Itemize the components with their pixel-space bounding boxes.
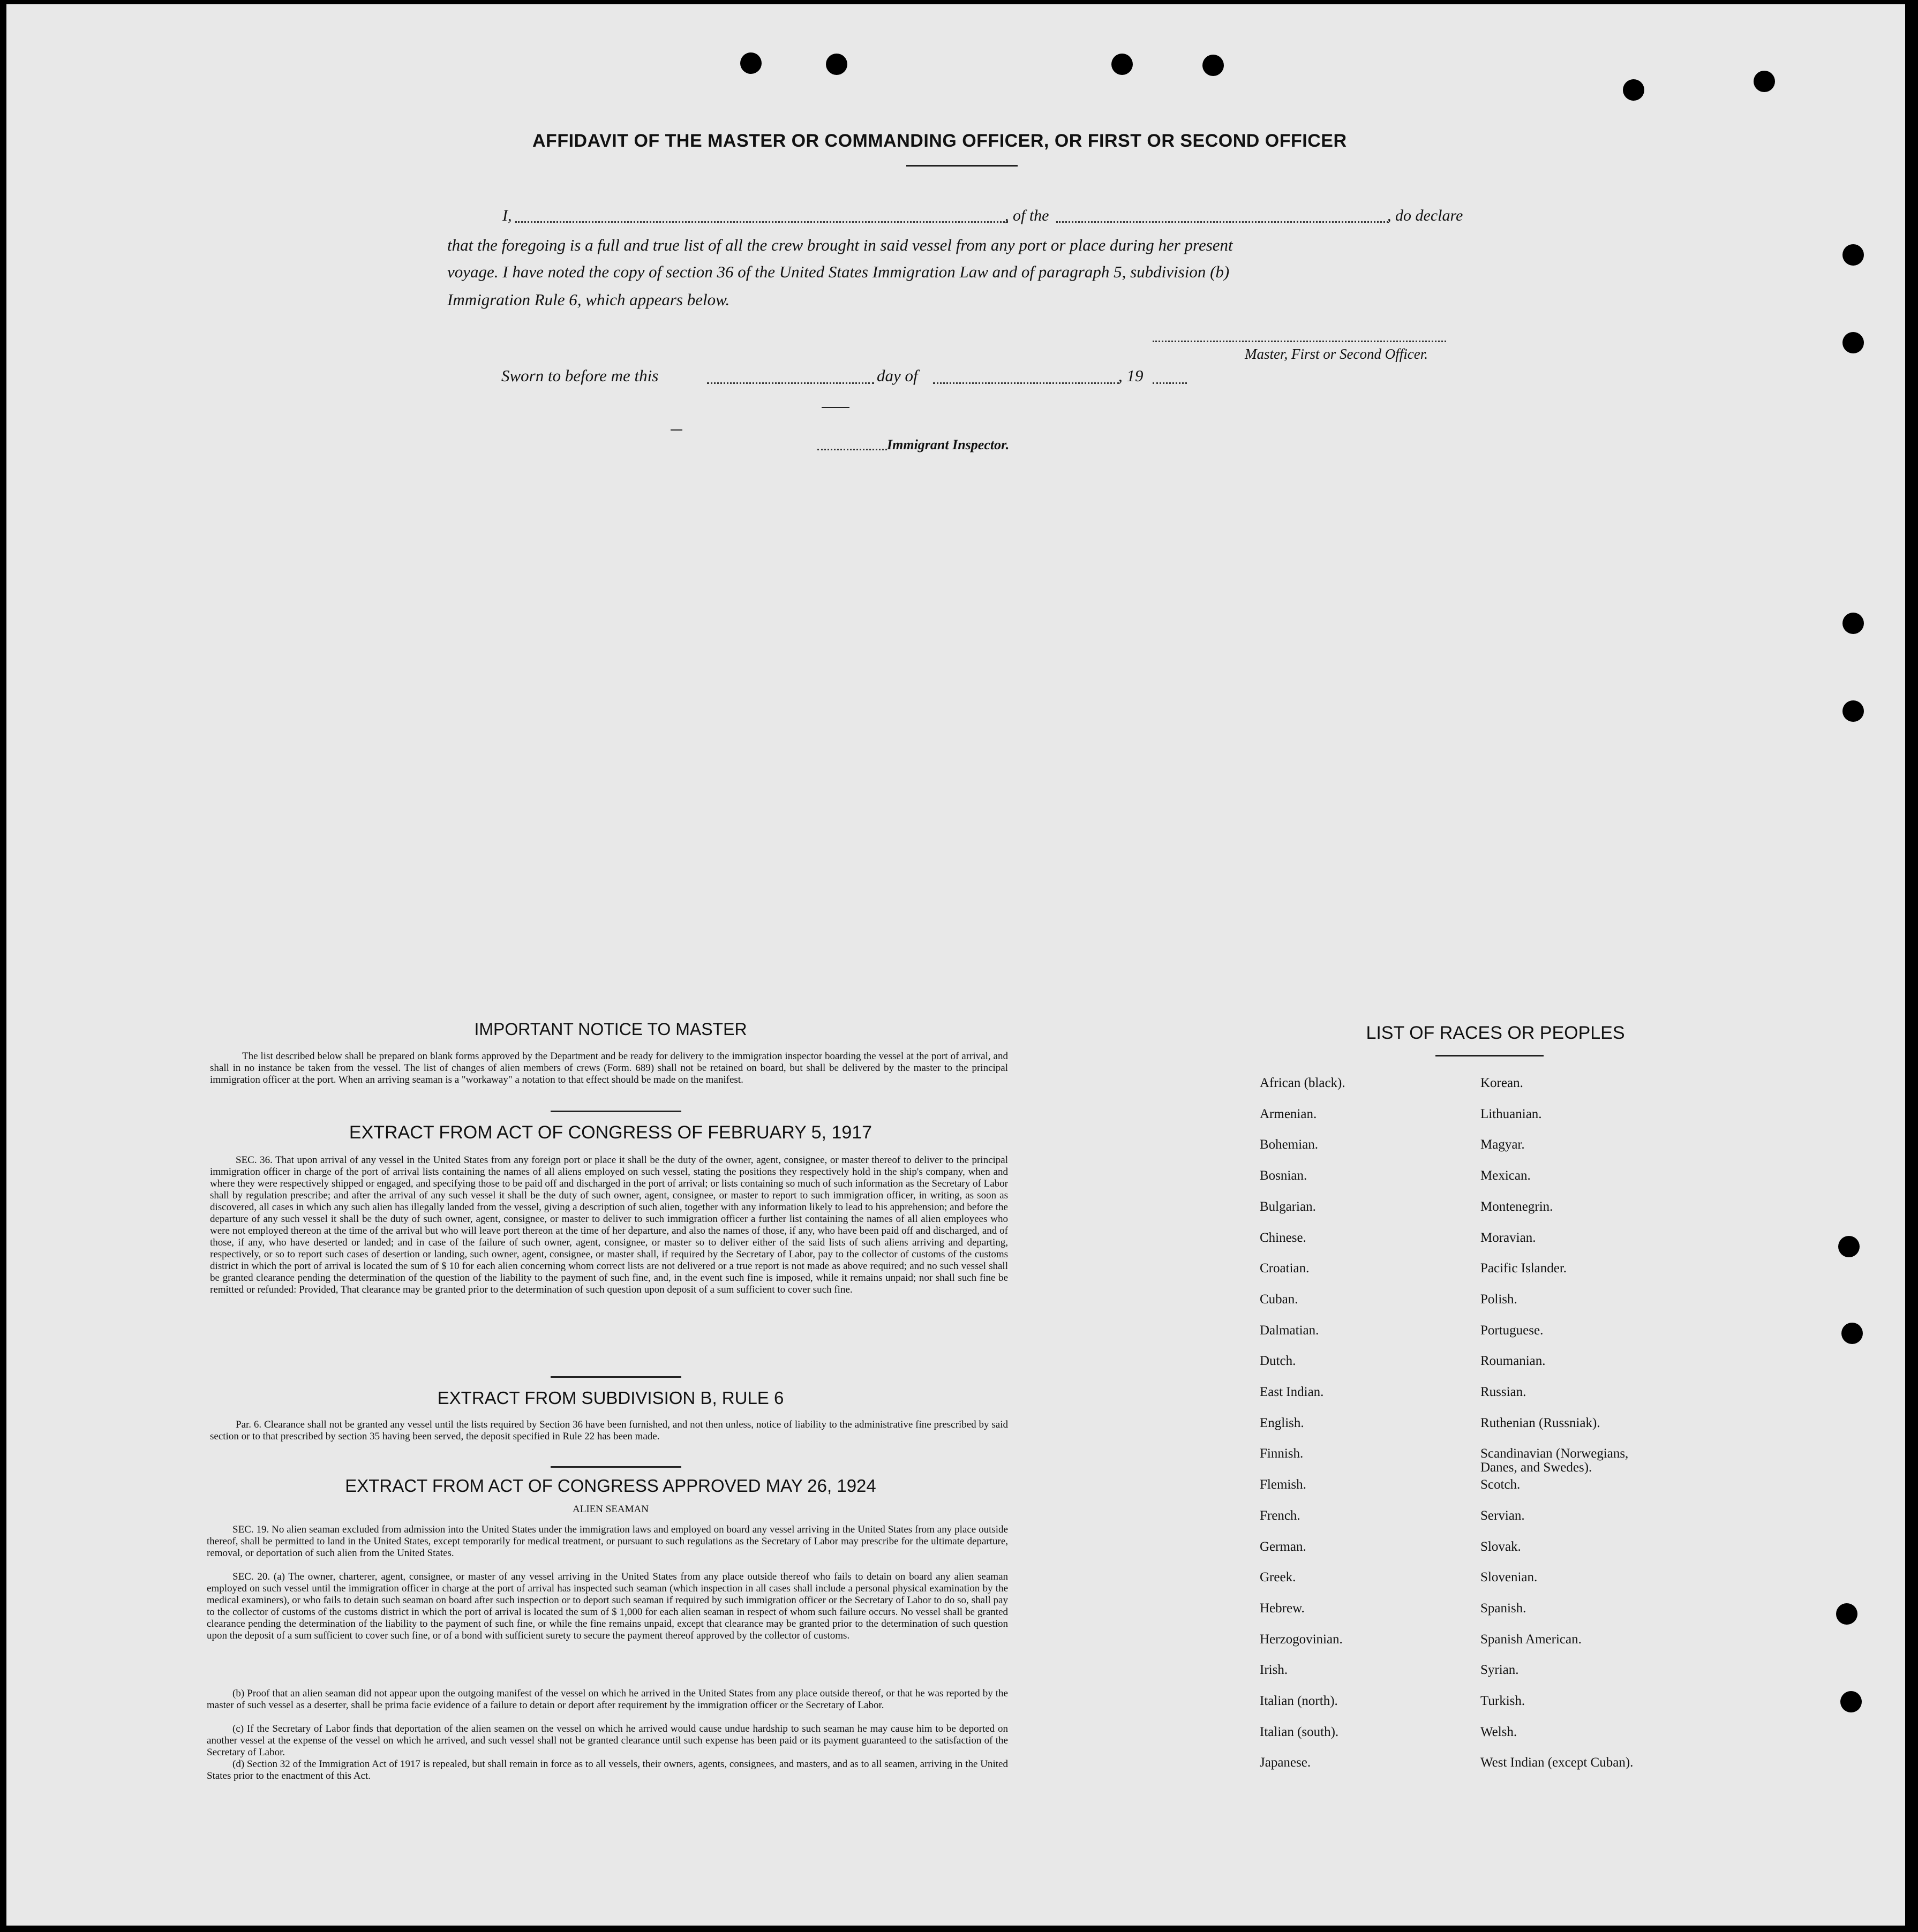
race-item: Korean. <box>1480 1076 1523 1090</box>
punch-hole <box>1836 1603 1857 1625</box>
race-item: African (black). <box>1260 1076 1345 1090</box>
affidavit-do-declare: , do declare <box>1387 207 1463 224</box>
document-page <box>6 4 1905 1926</box>
races-title: LIST OF RACES OR PEOPLES <box>1366 1023 1625 1043</box>
affidavit-of-the: , of the <box>1005 207 1049 224</box>
affidavit-line2: that the foregoing is a full and true list of all the crew brought in said vessel from any port or place during her present <box>447 236 1233 254</box>
race-item: Armenian. <box>1260 1107 1317 1121</box>
punch-hole <box>1841 1323 1863 1344</box>
punch-hole <box>1840 1691 1862 1712</box>
race-item: Slovak. <box>1480 1539 1521 1554</box>
race-item: Welsh. <box>1480 1725 1517 1739</box>
punch-hole <box>1842 244 1864 266</box>
punch-hole <box>826 54 847 75</box>
race-item: Russian. <box>1480 1385 1526 1399</box>
race-item: Croatian. <box>1260 1261 1310 1276</box>
inspector-blank <box>817 449 887 450</box>
race-item: Japanese. <box>1260 1755 1311 1770</box>
vessel-blank <box>1056 221 1388 223</box>
race-item: Flemish. <box>1260 1477 1306 1492</box>
notice-text: The list described below shall be prepared on blank forms approved by the Department and be ready for delivery to the immigration inspector boarding the vessel at the port of arrival, and shall in no instance be taken from the vessel. The list of changes of alien members of crews (Form. 689) shall not be retained on board, but shall be delivered by the master to the principal immigration officer at the port. When an arriving seaman is a "workaway" a notation to that effect should be made on the manifest. <box>210 1051 1008 1085</box>
affidavit-line3: voyage. I have noted the copy of section 36 of the United States Immigration Law and of paragraph 5, subdivision (b) <box>447 262 1230 281</box>
notice-title: IMPORTANT NOTICE TO MASTER <box>474 1020 747 1039</box>
extract-rule6-text: Par. 6. Clearance shall not be granted any vessel until the lists required by Section 36 have been furnished, and not then unless, notice of liability to the administrative fine prescribed by said section or to that prescribed by section 35 having been served, the deposit specified in Rule 22 has been made. <box>210 1419 1008 1442</box>
race-item: Moravian. <box>1480 1231 1536 1245</box>
punch-hole <box>1842 700 1864 722</box>
extract-1924-sec20d: (d) Section 32 of the Immigration Act of 1917 is repealed, but shall remain in force as to all vessels, their owners, agents, consignees, and masters, and as to all seamen, arriving in the United States prior to the enactment of this Act. <box>207 1759 1008 1782</box>
race-item: Bohemian. <box>1260 1137 1319 1152</box>
race-item: East Indian. <box>1260 1385 1324 1399</box>
punch-hole <box>1754 71 1775 92</box>
race-item: Spanish. <box>1480 1601 1526 1616</box>
affidavit-title-rule <box>906 165 1018 167</box>
signature-label: Master, First or Second Officer. <box>1245 346 1428 362</box>
race-item: French. <box>1260 1508 1300 1523</box>
race-item: Dutch. <box>1260 1354 1296 1368</box>
extract-1917-title: EXTRACT FROM ACT OF CONGRESS OF FEBRUARY 5, 1917 <box>349 1122 872 1143</box>
race-item: Italian (south). <box>1260 1725 1339 1739</box>
race-item: Lithuanian. <box>1480 1107 1542 1121</box>
sworn-text: Sworn to before me this <box>501 366 659 385</box>
section-rule <box>551 1466 681 1468</box>
races-title-rule <box>1435 1055 1544 1056</box>
day-of-text: day of <box>877 366 918 385</box>
race-item: Greek. <box>1260 1570 1296 1584</box>
extract-1924-sec19: SEC. 19. No alien seaman excluded from admission into the United States under the immigration laws and employed on board any vessel arriving in the United States from any place outside thereof, shall be permitted to land in the United States, except temporarily for medical treatment, or pursuant to such regulations as the Secretary of Labor may prescribe for the ultimate departure, removal, or deportation of such alien from the United States. <box>207 1524 1008 1559</box>
extract-1924-sec20c: (c) If the Secretary of Labor finds that deportation of the alien seamen on the vessel on which he arrived would cause undue hardship to such seaman he may cause him to be deported on another vessel at the expense of the vessel on which he arrived, and such vessel shall not be granted clearance until such expense has been paid or its payment guaranteed to the satisfaction of the Secretary of Labor. <box>207 1723 1008 1758</box>
race-item: Syrian. <box>1480 1663 1519 1677</box>
punch-hole <box>1838 1236 1860 1257</box>
affidavit-line4: Immigration Rule 6, which appears below. <box>447 290 730 309</box>
name-blank <box>515 221 1008 223</box>
race-item: Ruthenian (Russniak). <box>1480 1416 1600 1430</box>
race-item: Finnish. <box>1260 1446 1304 1461</box>
race-item: Bulgarian. <box>1260 1199 1316 1214</box>
race-item: Chinese. <box>1260 1231 1306 1245</box>
extract-1917-text: SEC. 36. That upon arrival of any vessel in the United States from any foreign port or place it shall be the duty of the owner, agent, consignee, or master thereof to deliver to the principal immigration officer in charge of the port of arrival lists containing the names of all aliens employed on such vessel, stating the positions they respectively hold in the ship's company, when and where they were respectively shipped or engaged, and specifying those to be paid off and discharged in the port of arrival; or lists containing so much of such information as the Secretary of Labor shall by regulation prescribe; and after the arrival of any such vessel it shall be the duty of such owner, agent, consignee, or master to report to such immigration officer, in writing, as soon as discovered, all cases in which any such alien has illegally landed from the vessel, giving a description of such alien, together with any information likely to lead to his apprehension; and before the departure of any such vessel it shall be the duty of such owner, agent, consignee, or master to deliver to such immigration officer a further list containing the names of all alien employees who were not employed thereon at the time of the arrival but who will leave port thereon at the time of her departure, and also the names of those, if any, who have been paid off and discharged, and of those, if any, who have deserted or landed; and in case of the failure of such owner, agent, consignee, or master so to deliver either of the said lists of such aliens arriving and departing, respectively, or so to report such cases of desertion or landing, such owner, agent, consignee, or master shall, if required by the Secretary of Labor, pay to the collector of customs of the customs district in which the port of arrival is located the sum of $ 10 for each alien concerning whom correct lists are not delivered or a true report is not made as above required; and no such vessel shall be granted clearance pending the determination of the question of the liability to the payment of such fine, and, in the event such fine is imposed, while it remains unpaid; nor shall such fine be remitted or refunded: Provided, That clearance may be granted prior to the determination of such question upon deposit of a sum sufficient to cover such fine. <box>210 1154 1008 1295</box>
race-item: Cuban. <box>1260 1292 1298 1307</box>
extract-1924-subtitle: ALIEN SEAMAN <box>573 1504 649 1515</box>
race-item: English. <box>1260 1416 1304 1430</box>
race-item: Slovenian. <box>1480 1570 1538 1584</box>
race-item: German. <box>1260 1539 1306 1554</box>
affidavit-i: I, <box>502 207 512 224</box>
punch-hole <box>1842 613 1864 634</box>
race-item: Servian. <box>1480 1508 1525 1523</box>
race-item: Herzogovinian. <box>1260 1632 1343 1647</box>
race-item: Polish. <box>1480 1292 1517 1307</box>
punch-hole <box>1111 54 1133 75</box>
race-item: Bosnian. <box>1260 1168 1307 1183</box>
day-blank <box>707 382 874 384</box>
race-item: Italian (north). <box>1260 1694 1338 1708</box>
race-item: Irish. <box>1260 1663 1288 1677</box>
race-item: Roumanian. <box>1480 1354 1546 1368</box>
punch-hole <box>740 52 762 74</box>
race-item: Spanish American. <box>1480 1632 1582 1647</box>
race-item: Dalmatian. <box>1260 1323 1319 1338</box>
stray-mark <box>671 429 682 431</box>
punch-hole <box>1842 332 1864 353</box>
race-item: Scotch. <box>1480 1477 1521 1492</box>
punch-hole <box>1623 79 1644 101</box>
punch-hole <box>1202 55 1224 76</box>
race-item: Magyar. <box>1480 1137 1525 1152</box>
race-item: Pacific Islander. <box>1480 1261 1567 1276</box>
extract-1924-title: EXTRACT FROM ACT OF CONGRESS APPROVED MAY 26, 1924 <box>345 1476 876 1496</box>
year-blank <box>1153 382 1187 384</box>
section-rule <box>551 1376 681 1378</box>
race-item: Portuguese. <box>1480 1323 1544 1338</box>
race-item: West Indian (except Cuban). <box>1480 1755 1634 1770</box>
race-item: Mexican. <box>1480 1168 1531 1183</box>
stray-mark <box>822 407 849 408</box>
race-item: Montenegrin. <box>1480 1199 1553 1214</box>
extract-rule6-title: EXTRACT FROM SUBDIVISION B, RULE 6 <box>437 1388 784 1408</box>
section-rule <box>551 1111 681 1112</box>
extract-1924-sec20a: SEC. 20. (a) The owner, charterer, agent, consignee, or master of any vessel arriving in the United States from any place outside thereof who fails to detain on board any alien seaman employed on such vessel until the immigration officer in charge at the port of arrival has inspected such seaman (which inspection in all cases shall include a personal physical examination by the medical examiners), or who fails to detain such seaman on board after such inspection or to deport such seaman if required by such immigration officer or the Secretary of Labor to do so, shall pay to the collector of customs of the customs district in which the port of arrival is located the sum of $ 1,000 for each alien seaman in respect of whom such failure occurs. No vessel shall be granted clearance pending the determination of the liability to the payment of such fine, or while the fine remains unpaid, except that clearance may be granted prior to the determination of such question upon the deposit of a sum sufficient to cover such fine, or of a bond with sufficient surety to secure the payment thereof approved by the collector of customs. <box>207 1571 1008 1641</box>
year-prefix: , 19 <box>1118 366 1144 385</box>
signature-blank <box>1153 341 1446 342</box>
race-item: Scandinavian (Norwegians, Danes, and Swedes). <box>1480 1446 1629 1475</box>
extract-1924-sec20b: (b) Proof that an alien seaman did not appear upon the outgoing manifest of the vessel on which he arrived in the United States from any place outside thereof, or that he was reported by the master of such vessel as a deserter, shall be prima facie evidence of a failure to detain or deport after requirement by the immigration officer or the Secretary of Labor. <box>207 1688 1008 1711</box>
race-item: Hebrew. <box>1260 1601 1305 1616</box>
month-blank <box>933 382 1119 384</box>
inspector-label: Immigrant Inspector. <box>887 437 1010 452</box>
race-item: Turkish. <box>1480 1694 1525 1708</box>
affidavit-title: AFFIDAVIT OF THE MASTER OR COMMANDING OFFICER, OR FIRST OR SECOND OFFICER <box>532 131 1347 151</box>
